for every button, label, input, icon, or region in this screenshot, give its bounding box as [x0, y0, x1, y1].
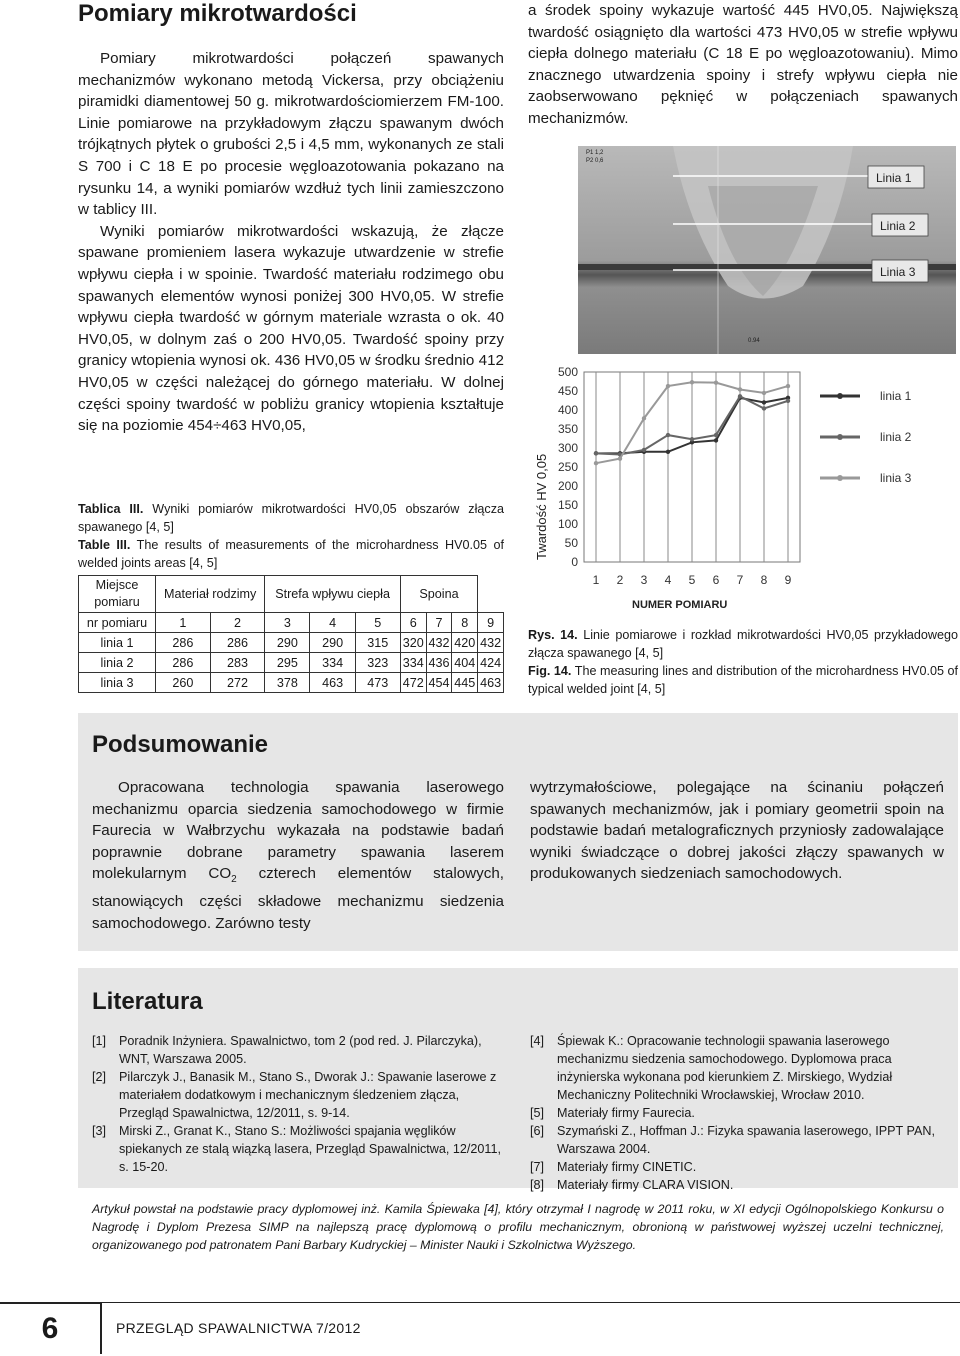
legend-label: linia 1 [880, 389, 912, 403]
cell: 432 [478, 633, 504, 653]
x-tick-label: 1 [592, 573, 600, 587]
summary-title: Podsumowanie [92, 731, 269, 758]
legend-marker [837, 475, 843, 481]
row-label: linia 2 [79, 653, 156, 673]
caption-text: The results of measurements of the microhardness HV0.05 of welded joints areas [4, 5] [78, 538, 504, 570]
chart-grid [584, 372, 800, 562]
column-number: 3 [265, 613, 310, 633]
x-tick-label: 7 [736, 573, 744, 587]
data-point [666, 433, 670, 437]
y-tick-label: 50 [564, 536, 578, 550]
legend-label: linia 3 [880, 471, 912, 485]
cell: 420 [452, 633, 478, 653]
reference-item [530, 1104, 946, 1122]
reference-text: Poradnik Inżyniera. Spawalnictwo, tom 2 (pod red. J. Pilarczyka), WNT, Warszawa 2005. [119, 1034, 482, 1066]
column-number: 6 [400, 613, 426, 633]
x-tick-label: 2 [616, 573, 624, 587]
caption-label: Tablica III. [78, 502, 144, 516]
reference-number: [4] [530, 1034, 545, 1048]
data-point [786, 399, 790, 403]
reference-number: [7] [530, 1160, 545, 1174]
summary-left-text [92, 777, 504, 934]
author-note: Artykuł powstał na podstawie pracy dyplomowej inż. Kamila Śpiewaka [4], który otrzymał I nagrodę w 2011 roku, w XI edycji Ogólnopolskiego Konkursu o Nagrodę i Dyplom Prezesa SIMP na najlepszą pracę dyplomową o profilu mechanicznym, obronioną w państwowej wyższej uczelni technicznej, organizowanego pod patronatem Pani Barbary Kudryckiej – Minister Nauki i Szkolnictwa Wyższego. [92, 1202, 944, 1252]
caption-text: Linie pomiarowe i rozkład mikrotwardości HV0,05 przykładowego złącza spawanego [4, 5] [528, 628, 959, 660]
left-column-text [78, 48, 504, 437]
column-number: 2 [210, 613, 265, 633]
caption-label: Rys. 14. [528, 628, 578, 642]
photo-label-line3: Linia 3 [880, 265, 916, 279]
results-table [78, 575, 504, 693]
reference-item [530, 1032, 946, 1104]
column-number: 9 [478, 613, 504, 633]
microhardness-chart [528, 360, 958, 614]
reference-list-right [530, 1032, 946, 1194]
header-haz: Strefa wpływu ciepła [265, 576, 401, 613]
paragraph: Pomiary mikrotwardości połączeń spawanych mechanizmów wykonano metodą Vickersa, przy obciążeniu piramidki diamentowej 50 g. mikrotwardościomierzem FM-100. Linie pomiarowe na przykładowym złączu spawanym dwóch trójkątnych płytek o grubości 2,5 i 4,5 mm, wykonanych ze stali S 700 i C 18 E po procesie węgloazotowania pokazano na rysunku 14, a wyniki pomiarów wzdłuż tych linii zamieszczono w tablicy III. [78, 50, 504, 219]
cell: 445 [452, 673, 478, 693]
x-tick-label: 8 [760, 573, 768, 587]
cell: 424 [478, 653, 504, 673]
y-tick-label: 400 [557, 403, 578, 417]
data-point [714, 433, 718, 437]
data-point [594, 461, 598, 465]
cell: 283 [210, 653, 265, 673]
cell: 286 [210, 633, 265, 653]
cell: 472 [400, 673, 426, 693]
legend-label: linia 2 [880, 430, 912, 444]
paragraph: a środek spoiny wykazuje wartość 445 HV0,05. Największą twardość osiągnięto dla wartości 473 HV0,05 w strefie wpływu ciepła dolnego materiału (C 18 E po węgloazotowaniu). Mimo znacznego utwardzenia spoiny i strefy wpływu ciepła nie zaobserwowano pęknięć w połączeniach spawanych mechanizmów. [528, 2, 958, 127]
cell: 286 [156, 653, 211, 673]
reference-text: Materiały firmy CINETIC. [557, 1160, 697, 1174]
chart-legend [820, 389, 912, 485]
summary-text: Opracowana technologia spawania laserowego mechanizmu oparcia siedzenia samochodowego w firmie Faurecia w Wałbrzychu wykazała na podstawie badań poprawnie dobrane parametry spawania laserem molekularnym CO [92, 779, 504, 883]
column-number: 7 [426, 613, 452, 633]
cell: 272 [210, 673, 265, 693]
cell: 295 [265, 653, 310, 673]
photo-label-line2: Linia 2 [880, 219, 916, 233]
paragraph: Wyniki pomiarów mikrotwardości wskazują, że złącze spawane promieniem lasera wykazuje utwardzenie w strefie wpływu ciepła i w spoinie. Twardość materiału rodzimego obu spawanych elementów wynosi poniżej 300 HV0,05. W strefie wpływu ciepła twardość w górnym materiale wzrasta o ok. 40 HV0,05, w dolnym zaś o 200 HV0,05. Twardość spoiny przy granicy wtopienia wynosi ok. 436 HV0,05 w środku średnio 412 HV0,05 w części należącej do górnego materiału. W dolnej części spoiny twardość w pobliżu granicy wtopienia kształtuje się na poziomie 454÷463 HV0,05, [78, 222, 504, 435]
data-point [762, 391, 766, 395]
chart-ylabel: Twardość HV 0,05 [534, 453, 549, 560]
chart-xticks [593, 573, 792, 587]
data-point [690, 437, 694, 441]
section-heading-microhardness: Pomiary mikrotwardości [78, 0, 357, 27]
micrograph-photo [578, 146, 956, 354]
data-point [594, 451, 598, 455]
header-location: Miejsce pomiaru [79, 576, 156, 613]
cell: 290 [265, 633, 310, 653]
data-point [762, 406, 766, 410]
data-point [666, 384, 670, 388]
row-label: nr pomiaru [79, 613, 156, 633]
photo-small-text: P2 0,6 [586, 158, 604, 164]
data-point [738, 394, 742, 398]
chart-yticks [558, 365, 578, 569]
y-tick-label: 200 [557, 479, 578, 493]
y-tick-label: 100 [557, 517, 578, 531]
journal-title: PRZEGLĄD SPAWALNICTWA 7/2012 [116, 1320, 361, 1336]
cell: 463 [310, 673, 355, 693]
reference-list-left [92, 1032, 504, 1176]
data-point [618, 456, 622, 460]
y-tick-label: 300 [557, 441, 578, 455]
cell: 315 [355, 633, 400, 653]
data-point [666, 450, 670, 454]
caption-text: Wyniki pomiarów mikrotwardości HV0,05 obszarów złącza spawanego [4, 5] [78, 502, 504, 534]
reference-number: [5] [530, 1106, 545, 1120]
column-number: 8 [452, 613, 478, 633]
table-row [79, 633, 504, 653]
cell: 473 [355, 673, 400, 693]
cell: 320 [400, 633, 426, 653]
reference-item [92, 1032, 504, 1068]
reference-text: Materiały firmy Faurecia. [557, 1106, 695, 1120]
cell: 378 [265, 673, 310, 693]
caption-label: Table III. [78, 538, 131, 552]
right-column-text [528, 0, 958, 130]
cell: 334 [310, 653, 355, 673]
reference-text: Śpiewak K.: Opracowanie technologii spawania laserowego mechanizmu siedzenia samochodowego. Dyplomowa praca inżynierska wykonana pod kierunkiem Z. Mirskiego, Wydział Mechaniczny Politechniki Wrocławskiej, Wrocław 2010. [557, 1034, 893, 1102]
literature-section [78, 968, 958, 1192]
reference-item [92, 1122, 504, 1176]
footer-rule [100, 1302, 960, 1303]
caption-label: Fig. 14. [528, 664, 572, 678]
reference-item [530, 1122, 946, 1158]
data-point [714, 380, 718, 384]
table-row [79, 653, 504, 673]
x-tick-label: 3 [640, 573, 648, 587]
data-point [738, 387, 742, 391]
cell: 436 [426, 653, 452, 673]
reference-number: [1] [92, 1034, 107, 1048]
data-point [762, 400, 766, 404]
reference-text: Pilarczyk J., Banasik M., Stano S., Dworak J.: Spawanie laserowe z materiałem dodatkowym i mechanicznym śledzeniem złącza, Przegląd Spawalnictwa, 12/2011, s. 9-14. [119, 1070, 497, 1120]
cell: 323 [355, 653, 400, 673]
subscript: 2 [231, 874, 237, 886]
micrograph-drawing [578, 146, 956, 354]
literature-title: Literatura [92, 988, 203, 1015]
figure-caption [528, 626, 958, 698]
y-tick-label: 500 [557, 365, 578, 379]
cell: 334 [400, 653, 426, 673]
table-caption [78, 500, 504, 572]
y-tick-label: 350 [557, 422, 578, 436]
photo-small-text: P1 1,2 [586, 150, 604, 156]
row-label: linia 1 [79, 633, 156, 653]
summary-right-text: wytrzymałościowe, polegające na ścinaniu połączeń spawanych mechanizmów, jak i pomiary geometrii spoin na podstawie badań metalograficznych przyniosły zadowalające wyniki świadczące o dobrej jakości złączy spawanych w produkowanych siedzeniach samochodowych. [530, 779, 944, 883]
reference-number: [3] [92, 1124, 107, 1138]
reference-number: [8] [530, 1178, 545, 1192]
x-tick-label: 5 [688, 573, 696, 587]
cell: 404 [452, 653, 478, 673]
reference-item [530, 1176, 946, 1194]
cell: 454 [426, 673, 452, 693]
y-tick-label: 0 [571, 555, 578, 569]
data-point [714, 438, 718, 442]
cell: 260 [156, 673, 211, 693]
reference-number: [2] [92, 1070, 107, 1084]
y-tick-label: 450 [557, 384, 578, 398]
column-number: 1 [156, 613, 211, 633]
caption-text: The measuring lines and distribution of the microhardness HV0.05 of typical welded joint [4, 5] [528, 664, 958, 696]
summary-text: czterech elementów stalowych, stanowiących części składowe mechanizmu siedzenia samochodowego. Zarówno testy [92, 865, 504, 932]
x-tick-label: 4 [664, 573, 672, 587]
y-tick-label: 150 [557, 498, 578, 512]
column-number: 4 [310, 613, 355, 633]
chart-xlabel: NUMER POMIARU [632, 599, 728, 611]
reference-text: Szymański Z., Hoffman J.: Fizyka spawania laserowego, IPPT PAN, Warszawa 2004. [557, 1124, 935, 1156]
cell: 463 [478, 673, 504, 693]
x-tick-label: 6 [712, 573, 720, 587]
photo-label-line1: Linia 1 [876, 171, 912, 185]
table-row [79, 673, 504, 693]
page-number: 6 [0, 1302, 102, 1354]
reference-item [92, 1068, 504, 1122]
data-point [690, 380, 694, 384]
x-tick-label: 9 [784, 573, 792, 587]
data-point [642, 416, 646, 420]
reference-number: [6] [530, 1124, 545, 1138]
header-base-material: Materiał rodzimy [156, 576, 265, 613]
reference-text: Materiały firmy CLARA VISION. [557, 1178, 734, 1192]
reference-item [530, 1158, 946, 1176]
cell: 432 [426, 633, 452, 653]
y-tick-label: 250 [557, 460, 578, 474]
header-weld: Spoina [400, 576, 477, 613]
data-point [786, 384, 790, 388]
reference-text: Mirski Z., Granat K., Stano S.: Możliwości spajania węglików spiekanych ze stalą wiązką lasera, Przegląd Spawalnictwa, 12/2011, s. 15-20. [119, 1124, 501, 1174]
legend-marker [837, 393, 843, 399]
column-number: 5 [355, 613, 400, 633]
summary-section [78, 713, 958, 951]
cell: 286 [156, 633, 211, 653]
row-label: linia 3 [79, 673, 156, 693]
legend-marker [837, 434, 843, 440]
photo-small-text: 0.94 [748, 338, 760, 344]
cell: 290 [310, 633, 355, 653]
data-point [642, 448, 646, 452]
